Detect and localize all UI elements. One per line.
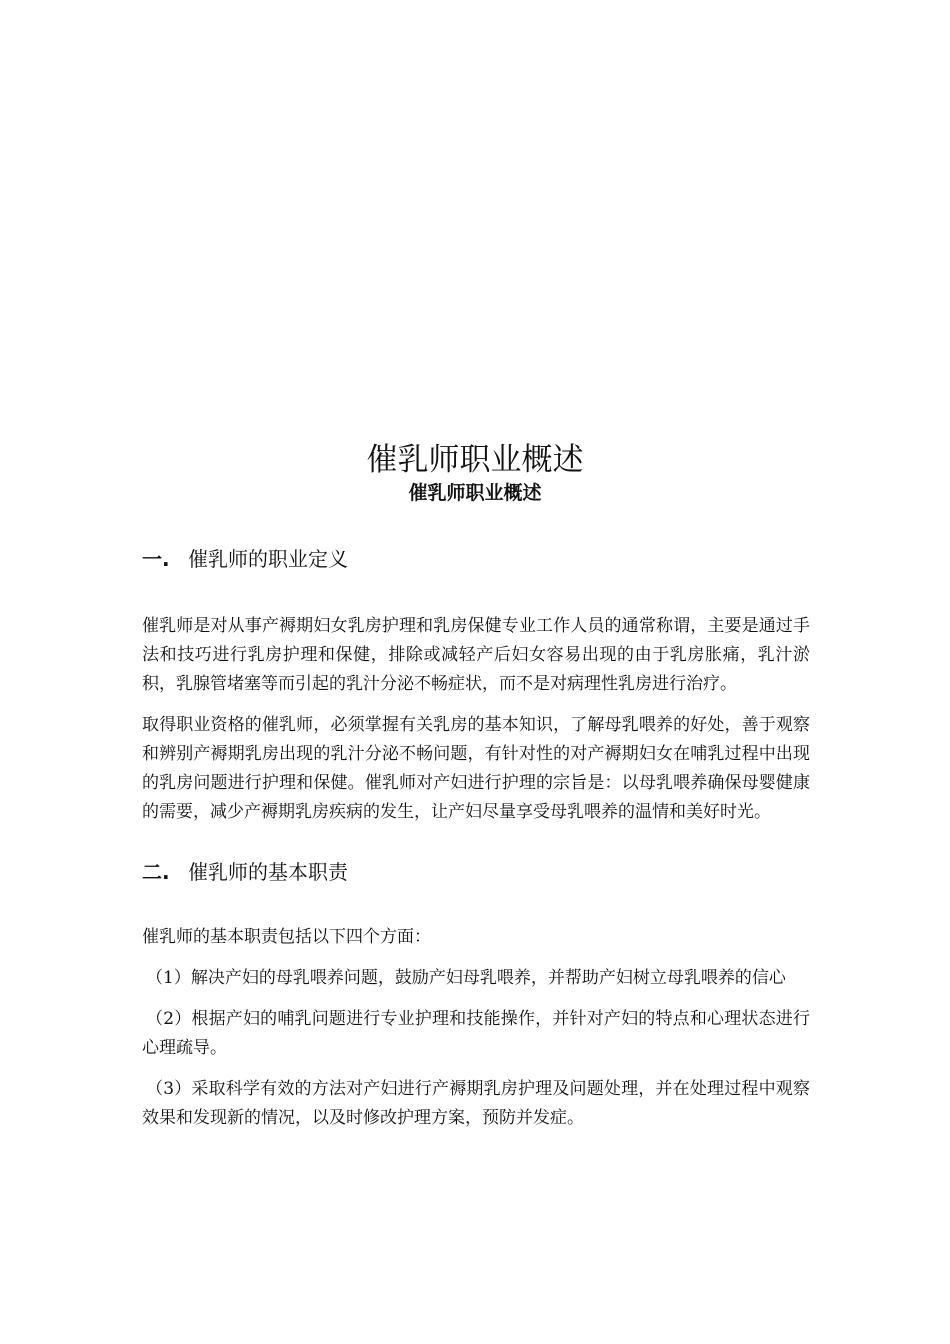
- section-heading-1: [142, 544, 810, 574]
- section-title-1: 催乳师的职业定义: [188, 547, 348, 571]
- duty-item-1: （1）解决产妇的母乳喂养问题，鼓励产妇母乳喂养，并帮助产妇树立母乳喂养的信心: [146, 968, 786, 988]
- section-heading-2: [142, 857, 810, 887]
- section-number-1: 一.: [142, 547, 170, 571]
- duties-intro: 催乳师的基本职责包括以下四个方面：: [142, 927, 431, 947]
- document-body: [142, 540, 810, 1133]
- section-title-2: 催乳师的基本职责: [188, 860, 348, 884]
- definition-paragraph-2: 取得职业资格的催乳师，必须掌握有关乳房的基本知识，了解母乳喂养的好处，善于观察和辨别产褥期乳房出现的乳汁分泌不畅问题，有针对性的对产褥期妇女在哺乳过程中出现的乳房问题进行护理和保健。催乳师对产妇进行护理的宗旨是：以母乳喂养确保母婴健康的需要，减少产褥期乳房疾病的发生，让产妇尽量享受母乳喂养的温情和美好时光。: [142, 715, 810, 822]
- section-number-2: 二.: [142, 860, 170, 884]
- duty-item-2: （2）根据产妇的哺乳问题进行专业护理和技能操作，并针对产妇的特点和心理状态进行心理疏导。: [142, 1009, 810, 1058]
- definition-paragraph-1: 催乳师是对从事产褥期妇女乳房护理和乳房保健专业工作人员的通常称谓，主要是通过手法和技巧进行乳房护理和保健，排除或减轻产后妇女容易出现的由于乳房胀痛，乳汁淤积，乳腺管堵塞等而引起的乳汁分泌不畅症状，而不是对病理性乳房进行治疗。: [142, 616, 810, 694]
- page-subtitle: 催乳师职业概述: [408, 482, 542, 504]
- page-title: 催乳师职业概述: [366, 442, 584, 478]
- duty-item-3: （3）采取科学有效的方法对产妇进行产褥期乳房护理及问题处理，并在处理过程中观察效果和发现新的情况，以及时修改护理方案，预防并发症。: [142, 1079, 810, 1128]
